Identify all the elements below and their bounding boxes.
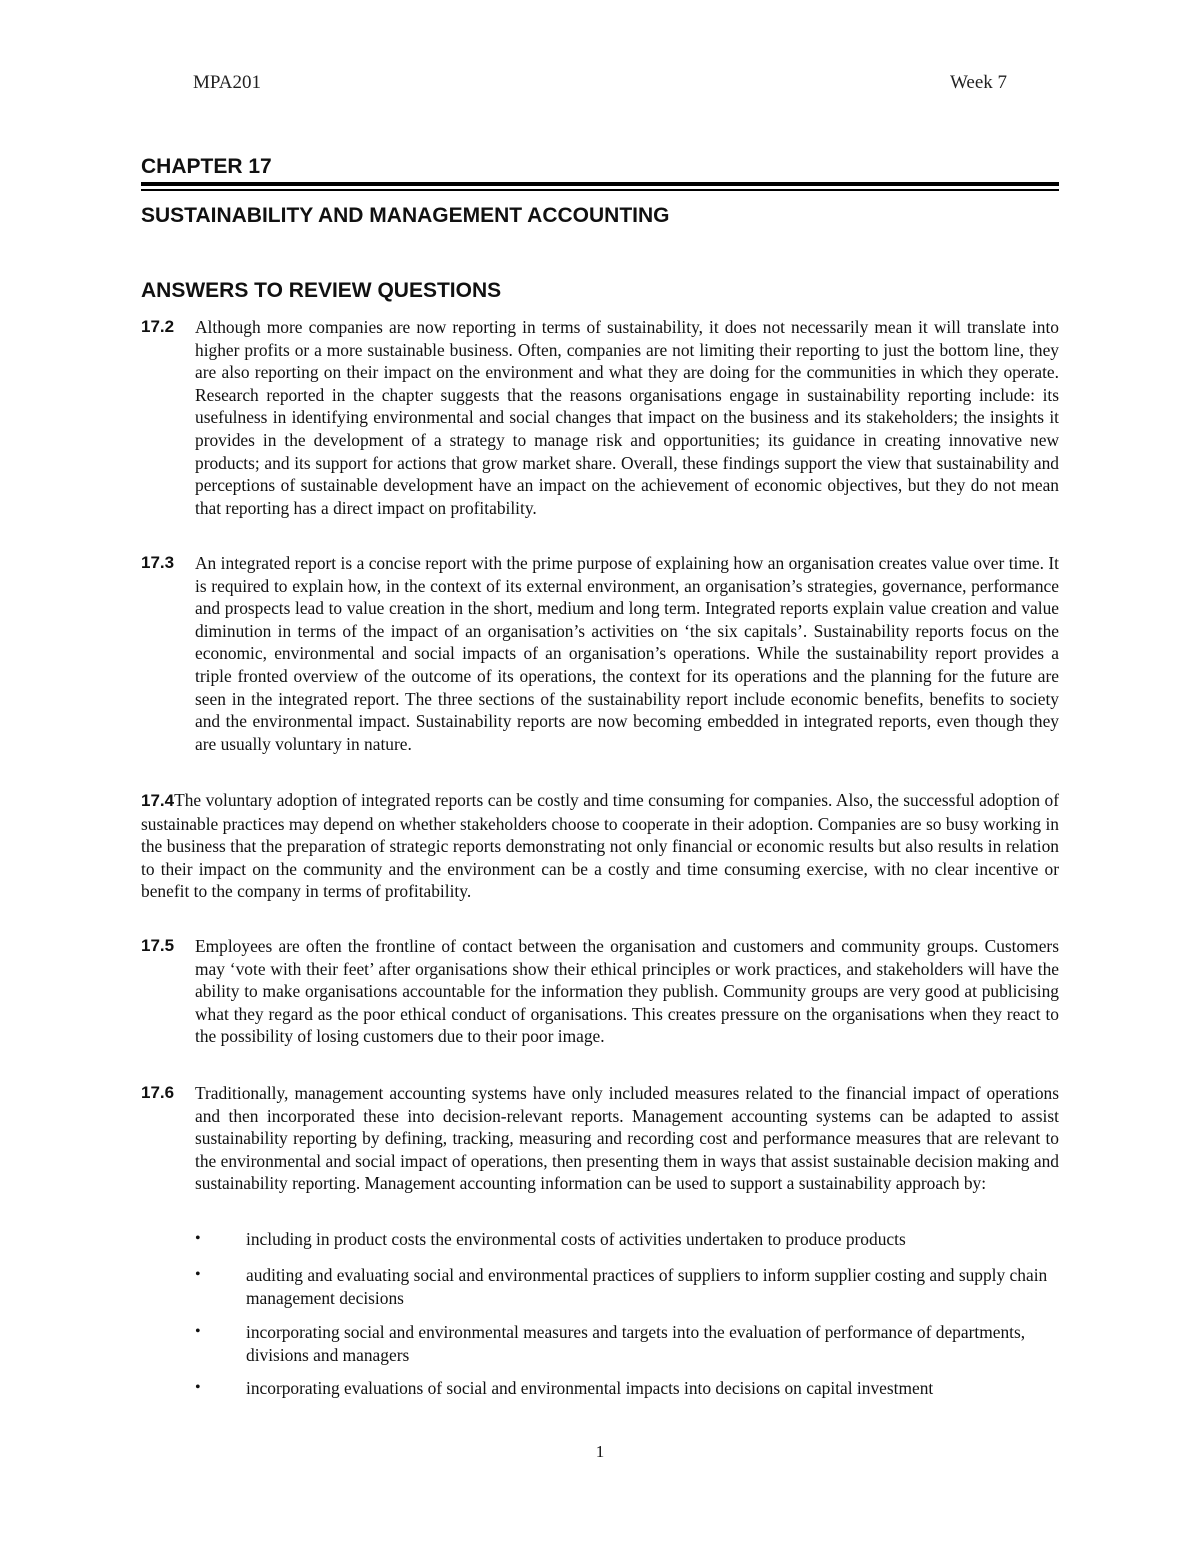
answer-text: The voluntary adoption of integrated reports can be costly and time consuming for companies. Also, the successful adoption of sustainable practices may depend on whether stakeholders choose to cooperate in their adoption. Companies are so busy working in the business that the preparation of strategic reports demonstrating not only financial or economic results but also results in relation to their impact on the community and the environment can be a costly and time consuming exercise, with no clear incentive or benefit to the company in terms of profitability. (141, 790, 1059, 902)
title-rule-thin (141, 189, 1059, 191)
chapter-subtitle: SUSTAINABILITY AND MANAGEMENT ACCOUNTING (141, 204, 670, 227)
section-heading: ANSWERS TO REVIEW QUESTIONS (141, 279, 502, 302)
list-item (195, 1264, 1055, 1309)
answer-number: 17.5 (141, 936, 175, 955)
answer-number: 17.3 (141, 553, 175, 572)
answer-number: 17.4 (141, 791, 175, 810)
list-item-text: auditing and evaluating social and environmental practices of suppliers to inform supplier costing and supply chain management decisions (246, 1265, 1048, 1308)
answer-number: 17.2 (141, 317, 175, 336)
answer-17-5 (141, 935, 1059, 1048)
chapter-title: CHAPTER 17 (141, 155, 272, 178)
course-code: MPA201 (193, 72, 261, 93)
answer-text: Although more companies are now reporting in terms of sustainability, it does not necessarily mean it will translate into higher profits or a more sustainable business. Often, companies are not limiting their reporting to just the bottom line, they are also reporting on their impact on the environment and what they are doing for the communities in which they operate. Research reported in the chapter suggests that the reasons organisations engage in sustainability reporting include: its usefulness in identifying environmental and social changes that impact on the business and its stakeholders; the insights it provides in the development of a strategy to manage risk and opportunities; its guidance in creating innovative new products; and its support for actions that grow market share. Overall, these findings support the view that sustainability and perceptions of sustainable development have an impact on the achievement of economic objectives, but they do not mean that reporting has a direct impact on profitability. (195, 317, 1059, 518)
answer-17-2 (141, 316, 1059, 519)
page-number: 1 (595, 1442, 605, 1461)
list-item-text: including in product costs the environmental costs of activities undertaken to produce products (246, 1229, 906, 1249)
bullet-icon: • (195, 1323, 201, 1340)
title-rule-thick (141, 182, 1059, 186)
list-item-text: incorporating social and environmental measures and targets into the evaluation of performance of departments, divisions and managers (246, 1322, 1026, 1365)
list-item (195, 1377, 1055, 1400)
answer-17-3 (141, 552, 1059, 755)
list-item-text: incorporating evaluations of social and environmental impacts into decisions on capital investment (246, 1378, 934, 1398)
answer-number: 17.6 (141, 1083, 175, 1102)
list-item (195, 1228, 1055, 1251)
answer-text: Employees are often the frontline of contact between the organisation and customers and community groups. Customers may ‘vote with their feet’ after organisations show their ethical principles or work practices, and stakeholders will have the ability to make organisations accountable for the information they publish. Community groups are very good at publicising what they regard as the poor ethical conduct of organisations. This creates pressure on the organisations when they react to the possibility of losing customers due to their poor image. (195, 936, 1059, 1047)
bullet-icon: • (195, 1266, 201, 1283)
page-header (193, 72, 1007, 98)
answer-text: An integrated report is a concise report with the prime purpose of explaining how an organisation creates value over time. It is required to explain how, in the context of its external environment, an organisation’s strategies, governance, performance and prospects lead to value creation in the short, medium and long term. Integrated reports explain value creation and value diminution in terms of the impact of an organisation’s activities on ‘the six capitals’. Sustainability reports focus on the economic, environmental and social impacts of an organisation’s operations. While the sustainability report provides a triple fronted overview of the outcome of its operations, the context for its operations and the planning for the future are seen in the integrated report. The three sections of the sustainability report include economic benefits, benefits to society and the environmental impact. Sustainability reports are now becoming embedded in integrated reports, even though they are usually voluntary in nature. (195, 553, 1059, 754)
answer-17-4 (141, 789, 1059, 903)
answer-text: Traditionally, management accounting systems have only included measures related to the financial impact of operations and then incorporated these into decision-relevant reports. Management accounting systems can be adapted to assist sustainability reporting by defining, tracking, measuring and recording cost and performance measures that are relevant to the environmental and social impact of operations, then presenting them in ways that assist sustainable decision making and sustainability reporting. Management accounting information can be used to support a sustainability approach by: (195, 1083, 1059, 1194)
answer-17-6 (141, 1082, 1059, 1195)
week-label: Week 7 (949, 72, 1007, 93)
bullet-icon: • (195, 1379, 201, 1396)
list-item (195, 1321, 1055, 1366)
bullet-icon: • (195, 1230, 201, 1247)
